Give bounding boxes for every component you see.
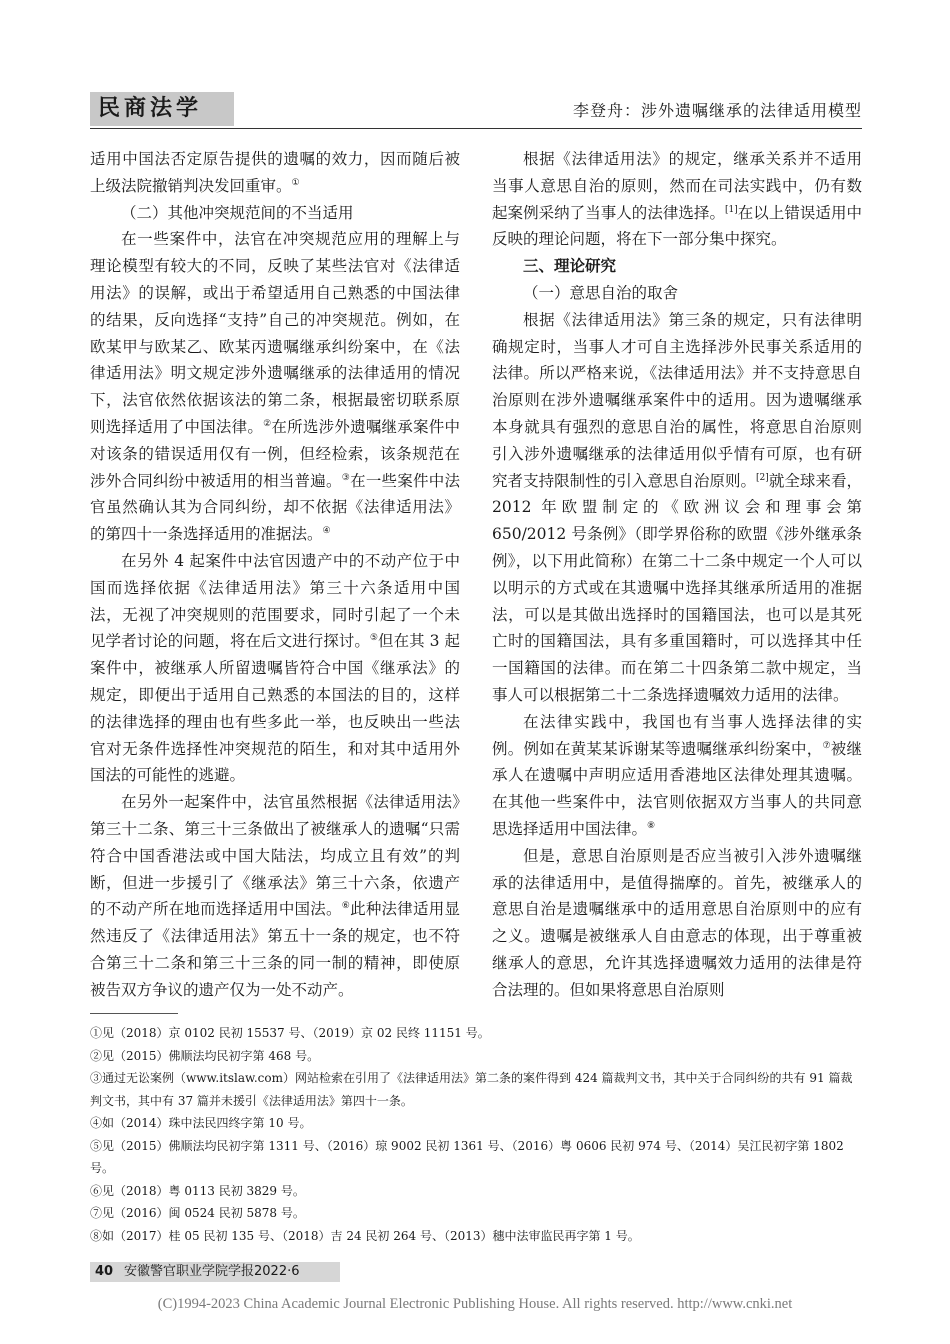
running-title: 李登舟：涉外遗嘱继承的法律适用模型 — [572, 101, 862, 120]
copyright-notice: (C)1994-2023 China Academic Journal Electronic Publishing House. All rights reserved. http://www.cnki.net — [157, 1296, 793, 1312]
footnote: ①见（2018）京 0102 民初 15537 号、（2019）京 02 民终 11151 号。 — [90, 1026, 490, 1040]
section-label: 民商法学 — [90, 92, 234, 126]
footnote: ④如（2014）珠中法民四终字第 10 号。 — [90, 1116, 312, 1130]
paragraph: 根据《法律适用法》的规定，继承关系并不适用当事人意思自治的原则，然而在司法实践中，仍有数起案例采纳了当事人的法律选择。[1]在以上错误适用中反映的理论问题，将在下一部分集中探究。 — [492, 150, 862, 249]
right-column — [492, 146, 862, 1004]
page-footer — [90, 1262, 340, 1282]
footnote: ⑦见（2016）闽 0524 民初 5878 号。 — [90, 1206, 305, 1220]
paragraph: 在另外 4 起案件中法官因遗产中的不动产位于中国而选择依据《法律适用法》第三十六条适用中国法，无视了冲突规则的范围要求，同时引起了一个未见学者讨论的问题，将在后文进行探讨。⑤但在其 3 起案件中，被继承人所留遗嘱皆符合中国《继承法》的规定，即便出于适用自己熟悉的本国法的目的，这样的法律选择的理由也有些多此一举，也反映出一些法官对无条件选择性冲突规范的陌生，和对其中适用外国法的可能性的逃避。 — [90, 551, 460, 785]
paragraph: 在另外一起案件中，法官虽然根据《法律适用法》第三十二条、第三十三条做出了被继承人的遗嘱“只需符合中国香港法或中国大陆法，均成立且有效”的判断，但进一步援引了《继承法》第三十六条，依遗产的不动产所在地而选择适用中国法。⑥此种法律适用显然违反了《法律适用法》第五十一条的规定，也不符合第三十二条和第三十三条的同一制的精神，即使原被告双方争议的遗产仅为一处不动产。 — [90, 793, 460, 999]
paragraph: 在一些案件中，法官在冲突规范应用的理解上与理论模型有较大的不同，反映了某些法官对《法律适用法》的误解，或出于希望适用自己熟悉的中国法律的结果，反向选择“支持”自己的冲突规范。例如，在欧某甲与欧某乙、欧某丙遗嘱继承纠纷案中，在《法律适用法》明文规定涉外遗嘱继承的法律适用的情况下，法官依然依据该法的第二条，根据最密切联系原则选择适用了中国法律。②在所选涉外遗嘱继承案件中对该条的错误适用仅有一例，但经检索，该条规范在涉外合同纠纷中被适用的相当普遍。③在一些案件中法官虽然确认其为合同纠纷，却不依据《法律适用法》的第四十一条选择适用的准据法。④ — [90, 230, 460, 544]
left-column — [90, 146, 460, 1004]
footnote: ⑥见（2018）粤 0113 民初 3829 号。 — [90, 1183, 305, 1198]
paragraph: 但是，意思自治原则是否应当被引入涉外遗嘱继承的法律适用中，是值得揣摩的。首先，被继承人的意思自治是遗嘱继承中的适用意思自治原则中的应有之义。遗嘱是被继承人自由意志的体现，出于尊重被继承人的意思，允许其选择遗嘱效力适用的法律是符合法理的。但如果将意思自治原则 — [492, 846, 862, 999]
footnotes — [90, 1022, 862, 1247]
footnote: ③通过无讼案例（www.itslaw.com）网站检索在引用了《法律适用法》第二条的案件得到 424 篇裁判文书，其中关于合同纠纷的共有 91 篇裁判文书，其中有 37 篇并未援引《法律适用法》第四十一条。 — [90, 1071, 853, 1108]
paragraph: 根据《法律适用法》第三条的规定，只有法律明确规定时，当事人才可自主选择涉外民事关系适用的法律。所以严格来说，《法律适用法》并不支持意思自治原则在涉外遗嘱继承案件中的适用。因为遗嘱继承本身就具有强烈的意思自治的属性，将意思自治原则引入涉外遗嘱继承的法律适用似乎情有可原，也有研究者支持限制性的引入意思自治原则。[2]就全球来看，2012 年欧盟制定的《欧洲议会和理事会第 650/2012 号条例》（即学界俗称的欧盟《涉外继承条例》，以下用此简称）在第二十二条中规定一个人可以以明示的方式或在其遗嘱中选择其继承所适用的准据法，可以是其做出选择时的国籍国法，也可以是其死亡时的国籍国法，具有多重国籍时，可以选择其中任一国籍国的法律。而在第二十四条第二款中规定，当事人可以根据第二十二条选择遗嘱效力适用的法律。 — [492, 310, 862, 704]
page-number: 40 — [94, 1264, 114, 1279]
subsection-heading: （二）其他冲突规范间的不当适用 — [121, 203, 354, 222]
footnote-rule — [90, 1013, 178, 1014]
paragraph: 在法律实践中，我国也有当事人选择法律的实例。例如在黄某某诉谢某等遗嘱继承纠纷案中，⑦被继承人在遗嘱中声明应适用香港地区法律处理其遗嘱。在其他一些案件中，法官则依据双方当事人的共同意思选择适用中国法律。⑧ — [492, 712, 862, 838]
header-rule — [90, 128, 862, 129]
page-header — [90, 92, 862, 126]
paragraph: 适用中国法否定原告提供的遗嘱的效力，因而随后被上级法院撤销判决发回重审。① — [90, 150, 460, 195]
footnote: ②见（2015）佛顺法均民初字第 468 号。 — [90, 1048, 320, 1063]
journal-name: 安徽警官职业学院学报2022·6 — [124, 1264, 300, 1279]
footnote: ⑤见（2015）佛顺法均民初字第 1311 号、（2016）琼 9002 民初 1361 号、（2016）粤 0606 民初 974 号、（2014）吴江民初字第 1802 号。 — [90, 1138, 844, 1175]
footnote: ⑧如（2017）桂 05 民初 135 号、（2018）吉 24 民初 264 号、（2013）穗中法审监民再字第 1 号。 — [90, 1228, 640, 1243]
subsection-heading: （一）意思自治的取舍 — [523, 283, 679, 302]
section-heading: 三、理论研究 — [523, 257, 617, 276]
